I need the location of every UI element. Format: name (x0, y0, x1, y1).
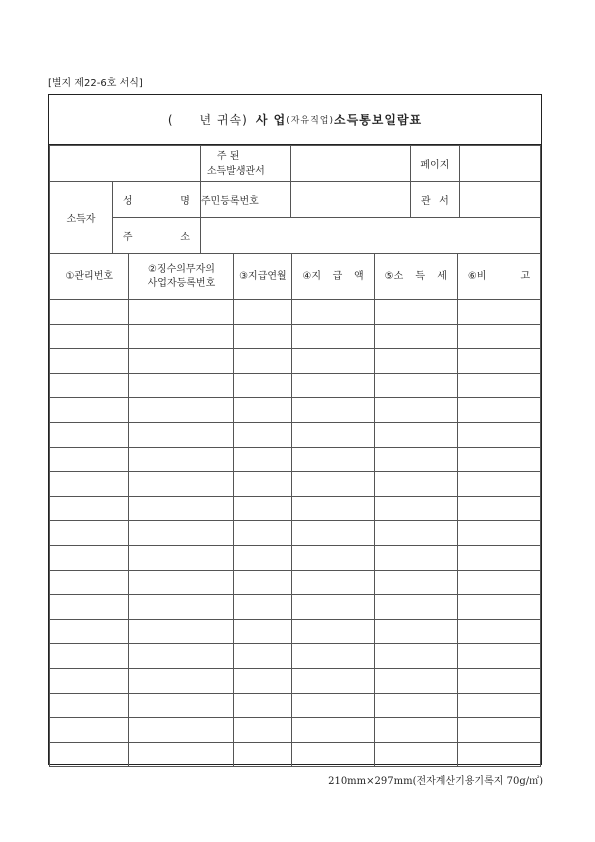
table-cell[interactable] (50, 545, 129, 570)
table-cell[interactable] (50, 693, 129, 718)
table-cell[interactable] (292, 742, 374, 767)
blank-cell[interactable] (50, 146, 201, 182)
table-cell[interactable] (292, 422, 374, 447)
table-cell[interactable] (374, 718, 457, 743)
table-cell[interactable] (129, 619, 234, 644)
table-cell[interactable] (374, 742, 457, 767)
table-cell[interactable] (234, 398, 292, 423)
table-cell[interactable] (292, 496, 374, 521)
table-row (50, 300, 541, 325)
recipient-info-table (49, 145, 541, 254)
table-cell[interactable] (374, 496, 457, 521)
table-cell[interactable] (374, 545, 457, 570)
income-detail-table (49, 253, 541, 767)
col-income-tax: ⑤소 득 세 (374, 254, 457, 300)
table-cell[interactable] (457, 570, 540, 595)
table-cell[interactable] (50, 422, 129, 447)
table-cell[interactable] (292, 718, 374, 743)
table-cell[interactable] (129, 422, 234, 447)
table-cell[interactable] (129, 595, 234, 620)
table-cell[interactable] (129, 324, 234, 349)
table-row (50, 570, 541, 595)
table-cell[interactable] (234, 545, 292, 570)
table-cell[interactable] (457, 373, 540, 398)
table-cell[interactable] (292, 447, 374, 472)
table-cell[interactable] (292, 521, 374, 546)
table-cell[interactable] (457, 644, 540, 669)
table-row (50, 349, 541, 374)
table-cell[interactable] (234, 373, 292, 398)
table-cell[interactable] (292, 644, 374, 669)
table-cell[interactable] (292, 595, 374, 620)
form-title: ( 년 귀속) 사 업 (자유직업) 소득통보일람표 (49, 95, 541, 145)
table-cell[interactable] (457, 398, 540, 423)
table-cell[interactable] (50, 373, 129, 398)
table-row (50, 693, 541, 718)
grid-body (50, 300, 541, 767)
table-cell[interactable] (234, 496, 292, 521)
rrn-label: 주민등록번호 (200, 182, 290, 218)
col-payment-month: ③지급연월 (234, 254, 292, 300)
table-row (50, 422, 541, 447)
table-cell[interactable] (374, 300, 457, 325)
table-row (50, 742, 541, 767)
table-row (50, 644, 541, 669)
table-row (50, 668, 541, 693)
table-cell[interactable] (129, 668, 234, 693)
table-cell[interactable] (234, 619, 292, 644)
table-cell[interactable] (374, 595, 457, 620)
table-cell[interactable] (374, 619, 457, 644)
table-cell[interactable] (457, 742, 540, 767)
page-label: 페이지 (410, 146, 459, 182)
table-cell[interactable] (50, 718, 129, 743)
table-cell[interactable] (374, 398, 457, 423)
table-cell[interactable] (374, 447, 457, 472)
table-cell[interactable] (129, 718, 234, 743)
table-cell[interactable] (457, 324, 540, 349)
income-report-form (48, 94, 542, 765)
table-cell[interactable] (457, 619, 540, 644)
table-row (50, 718, 541, 743)
table-cell[interactable] (234, 693, 292, 718)
table-cell[interactable] (50, 521, 129, 546)
table-cell[interactable] (50, 324, 129, 349)
table-cell[interactable] (457, 595, 540, 620)
table-cell[interactable] (292, 349, 374, 374)
table-cell[interactable] (129, 373, 234, 398)
col-management-no: ①관리번호 (50, 254, 129, 300)
table-cell[interactable] (234, 300, 292, 325)
table-cell[interactable] (374, 349, 457, 374)
table-cell[interactable] (457, 718, 540, 743)
table-cell[interactable] (129, 742, 234, 767)
table-cell[interactable] (374, 422, 457, 447)
rrn-value[interactable] (291, 182, 411, 218)
table-cell[interactable] (234, 570, 292, 595)
name-label: 성 명 (112, 182, 200, 218)
table-cell[interactable] (234, 742, 292, 767)
table-cell[interactable] (374, 472, 457, 497)
table-cell[interactable] (292, 373, 374, 398)
table-cell[interactable] (374, 668, 457, 693)
table-cell[interactable] (292, 619, 374, 644)
table-cell[interactable] (292, 472, 374, 497)
table-cell[interactable] (292, 324, 374, 349)
table-cell[interactable] (50, 300, 129, 325)
table-cell[interactable] (50, 619, 129, 644)
table-cell[interactable] (234, 644, 292, 669)
table-row (50, 373, 541, 398)
table-cell[interactable] (374, 644, 457, 669)
table-cell[interactable] (50, 496, 129, 521)
table-row (50, 398, 541, 423)
col-payment-amount: ④지 급 액 (292, 254, 374, 300)
table-cell[interactable] (50, 644, 129, 669)
table-cell[interactable] (457, 300, 540, 325)
address-label: 주 소 (112, 218, 200, 254)
table-cell[interactable] (129, 545, 234, 570)
office-label-2: 관 서 (410, 182, 459, 218)
table-cell[interactable] (129, 693, 234, 718)
table-cell[interactable] (129, 447, 234, 472)
table-cell[interactable] (292, 693, 374, 718)
table-cell[interactable] (129, 644, 234, 669)
table-cell[interactable] (234, 324, 292, 349)
table-cell[interactable] (374, 570, 457, 595)
table-cell[interactable] (457, 496, 540, 521)
col-remarks: ⑥비 고 (457, 254, 540, 300)
table-cell[interactable] (129, 398, 234, 423)
table-cell[interactable] (457, 447, 540, 472)
table-cell[interactable] (457, 349, 540, 374)
table-cell[interactable] (129, 496, 234, 521)
table-cell[interactable] (50, 447, 129, 472)
table-cell[interactable] (234, 668, 292, 693)
table-cell[interactable] (50, 668, 129, 693)
recipient-label: 소득자 (50, 182, 113, 254)
table-cell[interactable] (292, 300, 374, 325)
table-cell[interactable] (234, 422, 292, 447)
table-cell[interactable] (50, 472, 129, 497)
table-cell[interactable] (234, 472, 292, 497)
table-row (50, 619, 541, 644)
col-business-reg-no: ②징수의무자의 사업자등록번호 (129, 254, 234, 300)
table-cell[interactable] (457, 472, 540, 497)
table-cell[interactable] (234, 595, 292, 620)
address-value[interactable] (200, 218, 540, 254)
table-cell[interactable] (234, 349, 292, 374)
table-cell[interactable] (292, 668, 374, 693)
page-value[interactable] (459, 146, 540, 182)
table-cell[interactable] (234, 447, 292, 472)
table-row (50, 472, 541, 497)
table-cell[interactable] (457, 693, 540, 718)
table-cell[interactable] (457, 422, 540, 447)
table-cell[interactable] (50, 742, 129, 767)
table-row (50, 521, 541, 546)
table-cell[interactable] (457, 668, 540, 693)
table-cell[interactable] (457, 545, 540, 570)
table-cell[interactable] (374, 324, 457, 349)
table-cell[interactable] (457, 521, 540, 546)
table-cell[interactable] (50, 349, 129, 374)
table-cell[interactable] (374, 373, 457, 398)
table-cell[interactable] (374, 693, 457, 718)
table-cell[interactable] (129, 472, 234, 497)
paper-spec-note: 210mm×297mm(전자계산기용기록지 70g/㎡) (328, 776, 543, 787)
table-row (50, 496, 541, 521)
table-cell[interactable] (50, 595, 129, 620)
table-cell[interactable] (129, 521, 234, 546)
table-cell[interactable] (50, 398, 129, 423)
table-cell[interactable] (50, 570, 129, 595)
table-cell[interactable] (292, 570, 374, 595)
form-number-label: [별지 제22-6호 서식] (48, 78, 143, 89)
table-cell[interactable] (129, 349, 234, 374)
table-row (50, 324, 541, 349)
office-value[interactable] (291, 146, 411, 182)
table-row (50, 545, 541, 570)
table-cell[interactable] (292, 545, 374, 570)
table-cell[interactable] (234, 718, 292, 743)
table-cell[interactable] (129, 570, 234, 595)
table-cell[interactable] (129, 300, 234, 325)
table-row (50, 447, 541, 472)
table-cell[interactable] (374, 521, 457, 546)
table-cell[interactable] (234, 521, 292, 546)
office-value-2[interactable] (459, 182, 540, 218)
table-row (50, 595, 541, 620)
table-cell[interactable] (292, 398, 374, 423)
office-label: 주 된 소득발생관서 (200, 146, 290, 182)
